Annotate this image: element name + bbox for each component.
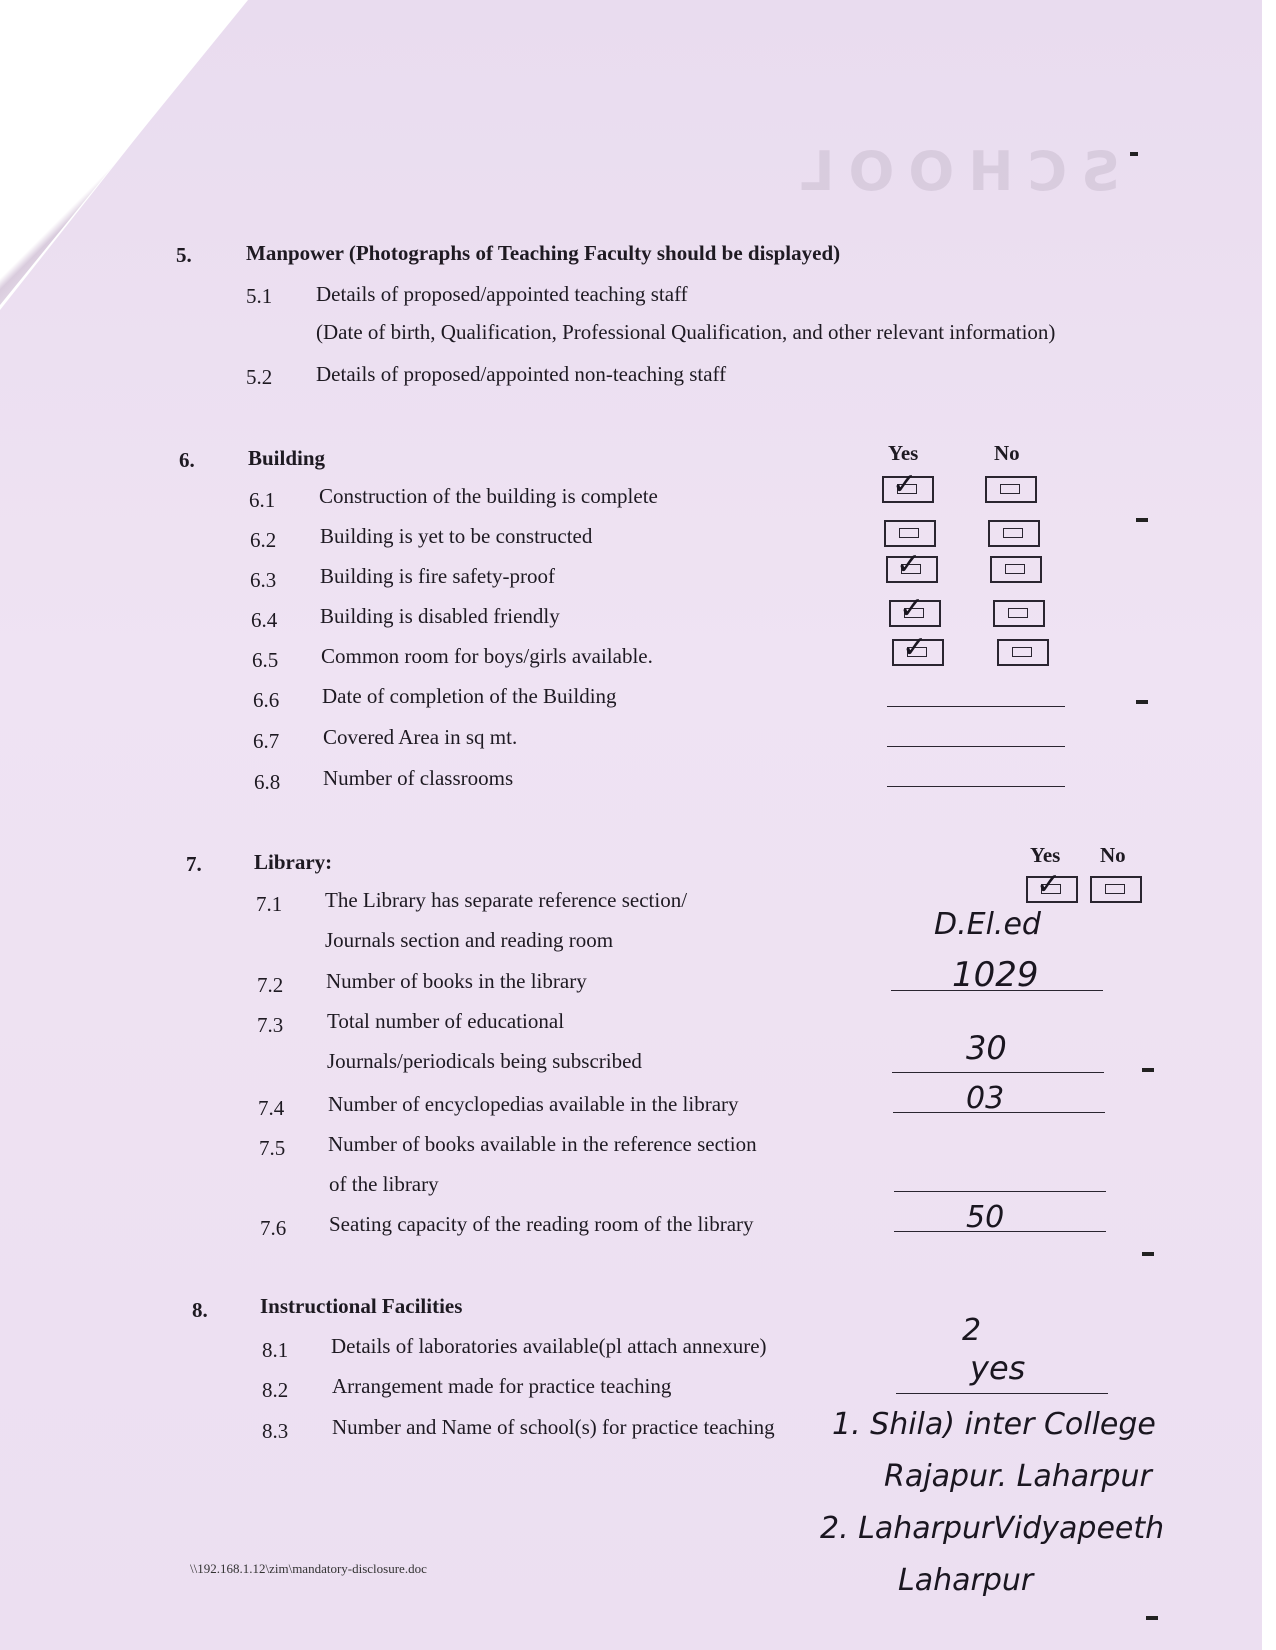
item-6-3-text: Building is fire safety-proof	[320, 564, 556, 588]
checkmark-icon: ✓	[896, 547, 922, 582]
item-7-6-answer: 50	[966, 1200, 1005, 1235]
item-7-3-number: 7.3	[257, 1013, 284, 1037]
item-7-2-text: Number of books in the library	[326, 969, 587, 993]
item-6-2-yes-checkbox[interactable]	[884, 520, 936, 547]
item-5-1-text: Details of proposed/appointed teaching staff	[316, 282, 688, 306]
margin-mark	[1136, 518, 1148, 522]
section-8-number: 8.	[192, 1298, 208, 1322]
item-6-3-no-checkbox[interactable]	[990, 556, 1042, 583]
item-7-3-answer-line[interactable]	[892, 1072, 1104, 1073]
item-8-2-text: Arrangement made for practice teaching	[332, 1374, 672, 1398]
school-2-name: 2. LaharpurVidyapeeth	[820, 1511, 1165, 1546]
item-6-4-text: Building is disabled friendly	[320, 604, 560, 628]
item-7-6-text: Seating capacity of the reading room of the library	[329, 1212, 754, 1236]
margin-mark	[1142, 1252, 1154, 1256]
item-6-6-answer-line[interactable]	[887, 706, 1065, 707]
item-8-3-text: Number and Name of school(s) for practice teaching	[332, 1415, 775, 1439]
item-6-7-number: 6.7	[253, 729, 280, 753]
margin-mark	[1146, 1616, 1158, 1620]
item-6-8-number: 6.8	[254, 770, 281, 794]
item-7-4-text: Number of encyclopedias available in the library	[328, 1092, 739, 1116]
item-6-7-answer-line[interactable]	[887, 746, 1065, 747]
item-6-6-text: Date of completion of the Building	[322, 684, 617, 708]
item-6-5-yes-checkbox[interactable]	[892, 630, 944, 666]
item-6-8-text: Number of classrooms	[323, 766, 514, 790]
library-no-header: No	[1100, 843, 1126, 867]
item-7-2-number: 7.2	[257, 973, 284, 997]
item-6-3-yes-checkbox[interactable]	[886, 547, 938, 583]
item-6-5-text: Common room for boys/girls available.	[321, 644, 653, 668]
margin-mark	[1130, 152, 1138, 156]
item-7-6-number: 7.6	[260, 1216, 287, 1240]
item-7-3-text-continued: Journals/periodicals being subscribed	[327, 1049, 642, 1073]
item-7-5-number: 7.5	[259, 1136, 286, 1160]
item-6-4-no-checkbox[interactable]	[993, 600, 1045, 627]
item-6-7-text: Covered Area in sq mt.	[323, 725, 518, 749]
checkmark-icon: ✓	[1036, 867, 1062, 902]
item-6-1-number: 6.1	[249, 488, 276, 512]
item-6-3-number: 6.3	[250, 568, 277, 592]
item-6-4-yes-checkbox[interactable]	[889, 591, 941, 627]
item-8-1-answer: 2	[962, 1313, 982, 1348]
item-7-3-text: Total number of educational	[327, 1009, 565, 1033]
library-yes-header: Yes	[1030, 843, 1061, 867]
item-7-3-answer: 30	[966, 1029, 1007, 1067]
item-5-1-detail: (Date of birth, Qualification, Professional Qualification, and other relevant information)	[316, 320, 1056, 344]
school-1-name: 1. Shila) inter College	[832, 1407, 1156, 1442]
item-6-1-no-checkbox[interactable]	[985, 476, 1037, 503]
item-7-2-answer: 1029	[952, 955, 1039, 995]
school-1-location: Rajapur. Laharpur	[884, 1459, 1152, 1494]
item-7-1-handwritten-note: D.El.ed	[934, 907, 1041, 942]
checkmark-icon: ✓	[902, 630, 928, 665]
item-8-1-text: Details of laboratories available(pl attach annexure)	[331, 1334, 767, 1358]
item-6-2-number: 6.2	[250, 528, 277, 552]
item-7-1-text-continued: Journals section and reading room	[325, 928, 614, 952]
checkmark-icon: ✓	[899, 591, 925, 626]
building-yes-header: Yes	[888, 441, 919, 465]
item-7-5-answer-line[interactable]	[894, 1191, 1106, 1192]
section-7-title: Library:	[254, 850, 333, 874]
margin-mark	[1136, 700, 1148, 704]
bleed-through-text: SCHOOL	[786, 140, 1120, 203]
item-5-1-number: 5.1	[246, 284, 273, 308]
section-8-title: Instructional Facilities	[260, 1294, 463, 1318]
section-5-title: Manpower (Photographs of Teaching Faculty should be displayed)	[246, 241, 841, 265]
item-8-2-answer-line[interactable]	[896, 1393, 1108, 1394]
school-2-location: Laharpur	[898, 1563, 1034, 1598]
item-7-5-text: Number of books available in the reference section	[328, 1132, 757, 1156]
building-no-header: No	[994, 441, 1020, 465]
footer-file-path: \\192.168.1.12\zim\mandatory-disclosure.doc	[190, 1561, 427, 1576]
item-7-1-number: 7.1	[256, 892, 283, 916]
item-6-2-text: Building is yet to be constructed	[320, 524, 593, 548]
item-5-2-number: 5.2	[246, 365, 273, 389]
checkmark-icon: ✓	[892, 467, 918, 502]
item-6-1-yes-checkbox[interactable]	[882, 467, 934, 503]
margin-mark	[1142, 1068, 1154, 1072]
item-6-5-no-checkbox[interactable]	[997, 639, 1049, 666]
item-6-8-answer-line[interactable]	[887, 786, 1065, 787]
item-6-2-no-checkbox[interactable]	[988, 520, 1040, 547]
section-7-number: 7.	[186, 852, 202, 876]
item-6-6-number: 6.6	[253, 688, 280, 712]
item-7-4-number: 7.4	[258, 1096, 285, 1120]
item-7-1-yes-checkbox[interactable]	[1026, 867, 1078, 903]
item-6-4-number: 6.4	[251, 608, 278, 632]
section-6-number: 6.	[179, 448, 195, 472]
item-7-1-no-checkbox[interactable]	[1090, 876, 1142, 903]
item-8-2-answer: yes	[970, 1349, 1026, 1387]
section-5-number: 5.	[176, 243, 192, 267]
item-7-5-text-continued: of the library	[329, 1172, 439, 1196]
item-8-1-number: 8.1	[262, 1338, 289, 1362]
item-7-1-text: The Library has separate reference section/	[325, 888, 688, 912]
item-6-5-number: 6.5	[252, 648, 279, 672]
item-5-2-text: Details of proposed/appointed non-teaching staff	[316, 362, 727, 386]
item-7-4-answer: 03	[966, 1081, 1005, 1116]
item-8-3-number: 8.3	[262, 1419, 289, 1443]
section-6-title: Building	[248, 446, 326, 470]
item-6-1-text: Construction of the building is complete	[319, 484, 658, 508]
item-8-2-number: 8.2	[262, 1378, 289, 1402]
